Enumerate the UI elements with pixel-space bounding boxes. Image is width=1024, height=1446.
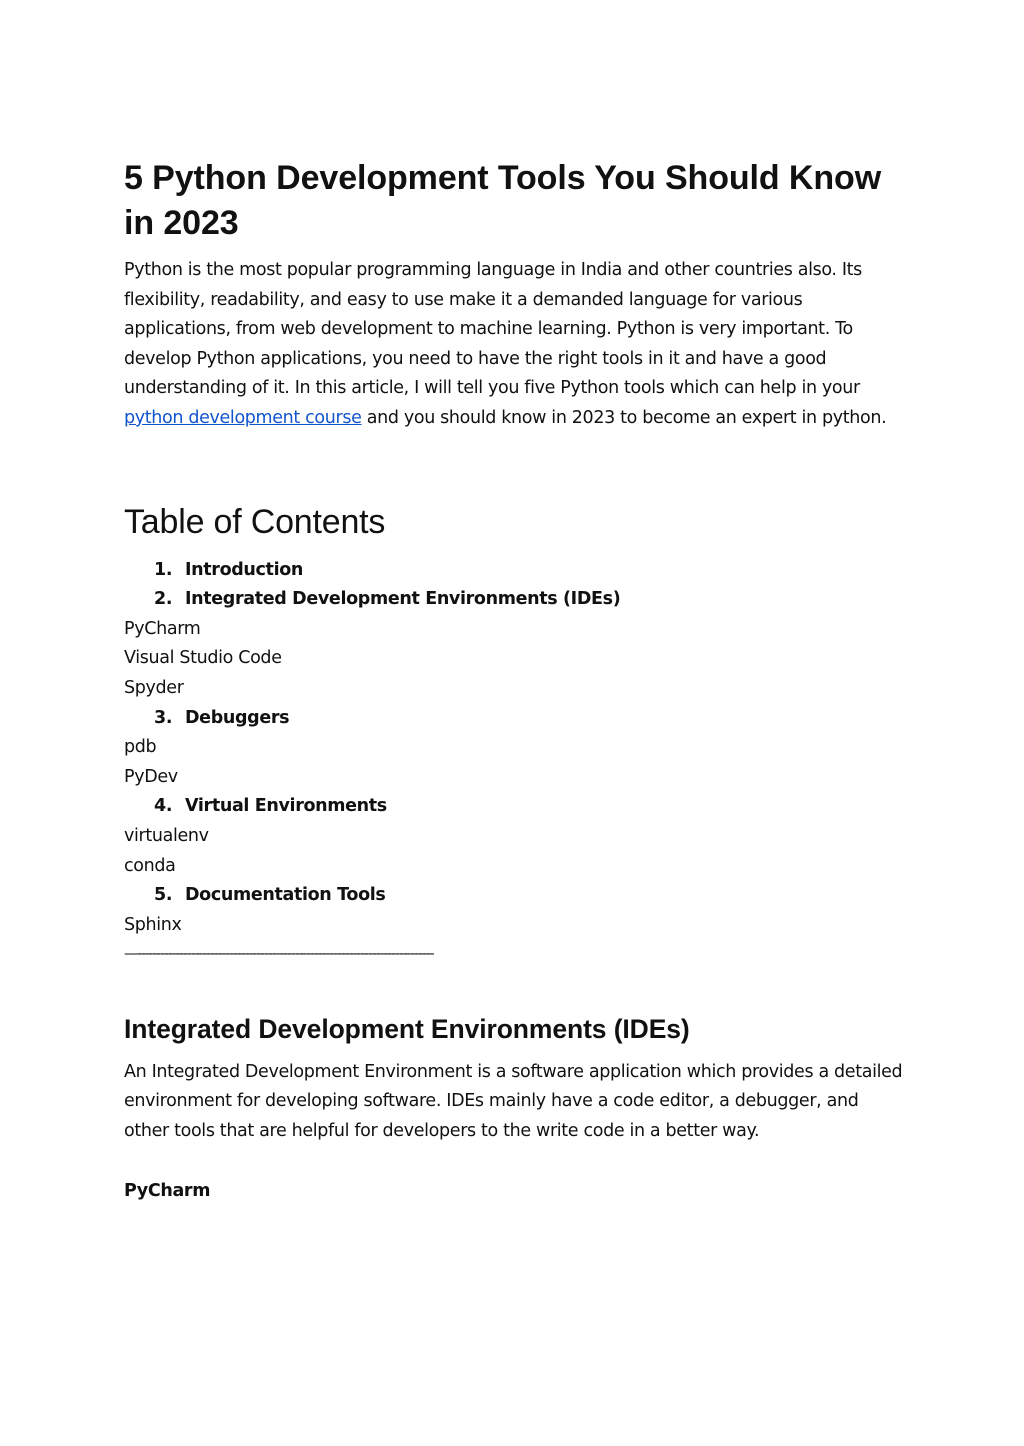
toc-section-number: 2. bbox=[154, 589, 173, 610]
table-of-contents bbox=[124, 556, 904, 970]
toc-section-number: 5. bbox=[154, 885, 173, 906]
toc-item-pdb: pdb bbox=[124, 737, 157, 758]
toc-section-label: Documentation Tools bbox=[185, 885, 386, 906]
toc-section-number: 1. bbox=[154, 559, 173, 580]
toc-section-label: Introduction bbox=[185, 559, 303, 580]
toc-item-pydev: PyDev bbox=[124, 766, 178, 787]
intro-paragraph bbox=[124, 256, 904, 434]
intro-text-after-link: and you should know in 2023 to become an expert in python. bbox=[361, 407, 887, 428]
toc-heading: Table of Contents bbox=[124, 502, 386, 541]
python-course-link[interactable]: python development course bbox=[124, 407, 362, 428]
dashed-divider: —----------------------------------------------------------------------------- bbox=[124, 946, 434, 963]
toc-item-sphinx: Sphinx bbox=[124, 914, 182, 935]
intro-text-before-link: Python is the most popular programming language in India and other countries also. Its flexibility, readability, and easy to use make it a demanded language for various applications, from web development to machine learning. Python is very important. To develop Python applications, you need to have the right tools in it and have a good understanding of it. In this article, I will tell you five Python tools which can help in your bbox=[124, 260, 862, 399]
document-page bbox=[124, 156, 904, 1206]
toc-item-virtualenv: virtualenv bbox=[124, 825, 209, 846]
toc-section-number: 4. bbox=[154, 796, 173, 817]
document-title: 5 Python Development Tools You Should Know in 2023 bbox=[124, 159, 882, 242]
toc-item-pycharm: PyCharm bbox=[124, 618, 201, 639]
toc-section-label: Virtual Environments bbox=[185, 796, 387, 817]
toc-section-debuggers bbox=[124, 704, 904, 734]
toc-item-conda: conda bbox=[124, 855, 176, 876]
toc-section-virtual-environments bbox=[124, 792, 904, 822]
toc-item-vscode: Visual Studio Code bbox=[124, 648, 282, 669]
toc-section-ides bbox=[124, 585, 904, 615]
ide-section-heading: Integrated Development Environments (IDEs) bbox=[124, 1013, 690, 1044]
toc-section-introduction bbox=[124, 556, 904, 586]
toc-item-spyder: Spyder bbox=[124, 677, 184, 698]
ide-section-paragraph: An Integrated Development Environment is a software application which provides a detailed environment for developing software. IDEs mainly have a code editor, a debugger, and other tools that are helpful for developers to the write code in a better way. bbox=[124, 1061, 903, 1142]
pycharm-sub-heading: PyCharm bbox=[124, 1180, 211, 1201]
toc-section-label: Integrated Development Environments (IDEs) bbox=[185, 589, 621, 610]
toc-section-number: 3. bbox=[154, 707, 173, 728]
toc-section-label: Debuggers bbox=[185, 707, 290, 728]
toc-section-documentation-tools bbox=[124, 881, 904, 911]
